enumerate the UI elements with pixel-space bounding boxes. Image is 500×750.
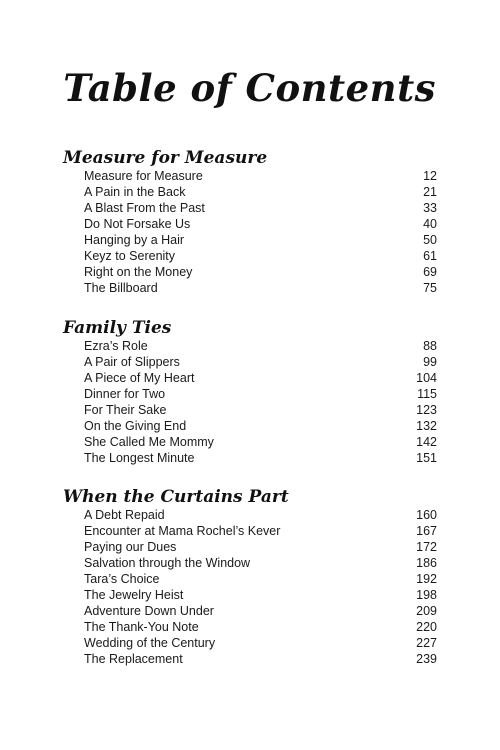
entry-title: Tara’s Choice <box>84 572 160 586</box>
toc-entry <box>84 587 437 603</box>
entry-title: Keyz to Serenity <box>84 249 176 263</box>
toc-entry <box>84 402 437 418</box>
toc-entry <box>84 200 437 216</box>
entry-title: Adventure Down Under <box>84 604 214 618</box>
entry-title: Dinner for Two <box>84 387 166 401</box>
entry-list <box>84 507 437 667</box>
section-heading: When the Curtains Part <box>63 487 289 507</box>
toc-entry <box>84 264 437 280</box>
entry-page-number: 151 <box>416 451 437 465</box>
entry-title: A Piece of My Heart <box>84 371 195 385</box>
section-heading: Family Ties <box>63 318 172 338</box>
entry-title: The Replacement <box>84 652 183 666</box>
entry-page-number: 123 <box>416 403 437 417</box>
toc-entry <box>84 450 437 466</box>
entry-page-number: 239 <box>416 652 437 666</box>
entry-title: Right on the Money <box>84 265 193 279</box>
toc-entry <box>84 555 437 571</box>
entry-title: A Pain in the Back <box>84 185 186 199</box>
toc-entry <box>84 280 437 296</box>
entry-page-number: 104 <box>416 371 437 385</box>
toc-entry <box>84 338 437 354</box>
entry-page-number: 160 <box>416 508 437 522</box>
entry-page-number: 61 <box>423 249 437 263</box>
page-title: Table of Contents <box>63 66 436 110</box>
section-heading: Measure for Measure <box>63 148 268 168</box>
toc-entry <box>84 523 437 539</box>
toc-entry <box>84 619 437 635</box>
toc-entry <box>84 370 437 386</box>
entry-page-number: 69 <box>423 265 437 279</box>
toc-entry <box>84 248 437 264</box>
toc-entry <box>84 418 437 434</box>
entry-page-number: 75 <box>423 281 437 295</box>
entry-page-number: 167 <box>416 524 437 538</box>
entry-page-number: 186 <box>416 556 437 570</box>
entry-title: Wedding of the Century <box>84 636 216 650</box>
entry-page-number: 142 <box>416 435 437 449</box>
entry-page-number: 198 <box>416 588 437 602</box>
toc-entry <box>84 386 437 402</box>
entry-title: The Jewelry Heist <box>84 588 184 602</box>
entry-page-number: 172 <box>416 540 437 554</box>
entry-page-number: 21 <box>423 185 437 199</box>
entry-title: Hanging by a Hair <box>84 233 185 247</box>
entry-list <box>84 168 437 296</box>
toc-entry <box>84 603 437 619</box>
entry-page-number: 132 <box>416 419 437 433</box>
entry-title: Salvation through the Window <box>84 556 251 570</box>
entry-title: Ezra’s Role <box>84 339 148 353</box>
entry-page-number: 50 <box>423 233 437 247</box>
toc-entry <box>84 434 437 450</box>
entry-title: She Called Me Mommy <box>84 435 214 449</box>
toc-entry <box>84 635 437 651</box>
entry-page-number: 40 <box>423 217 437 231</box>
toc-entry <box>84 539 437 555</box>
entry-page-number: 227 <box>416 636 437 650</box>
toc-entry <box>84 571 437 587</box>
entry-page-number: 33 <box>423 201 437 215</box>
toc-entry <box>84 168 437 184</box>
entry-title: The Longest Minute <box>84 451 195 465</box>
toc-entry <box>84 507 437 523</box>
entry-page-number: 99 <box>423 355 437 369</box>
entry-page-number: 88 <box>423 339 437 353</box>
entry-title: A Blast From the Past <box>84 201 205 215</box>
toc-entry <box>84 651 437 667</box>
entry-page-number: 12 <box>423 169 437 183</box>
toc-entry <box>84 184 437 200</box>
entry-title: Do Not Forsake Us <box>84 217 191 231</box>
entry-title: Paying our Dues <box>84 540 177 554</box>
toc-entry <box>84 216 437 232</box>
entry-page-number: 209 <box>416 604 437 618</box>
entry-page-number: 115 <box>417 387 437 401</box>
toc-entry <box>84 354 437 370</box>
toc-entry <box>84 232 437 248</box>
entry-title: For Their Sake <box>84 403 167 417</box>
entry-title: A Pair of Slippers <box>84 355 180 369</box>
entry-list <box>84 338 437 466</box>
entry-page-number: 220 <box>416 620 437 634</box>
entry-page-number: 192 <box>416 572 437 586</box>
entry-title: On the Giving End <box>84 419 187 433</box>
entry-title: The Thank-You Note <box>84 620 199 634</box>
entry-title: The Billboard <box>84 281 158 295</box>
entry-title: Measure for Measure <box>84 169 203 183</box>
entry-title: Encounter at Mama Rochel’s Kever <box>84 524 281 538</box>
entry-title: A Debt Repaid <box>84 508 165 522</box>
